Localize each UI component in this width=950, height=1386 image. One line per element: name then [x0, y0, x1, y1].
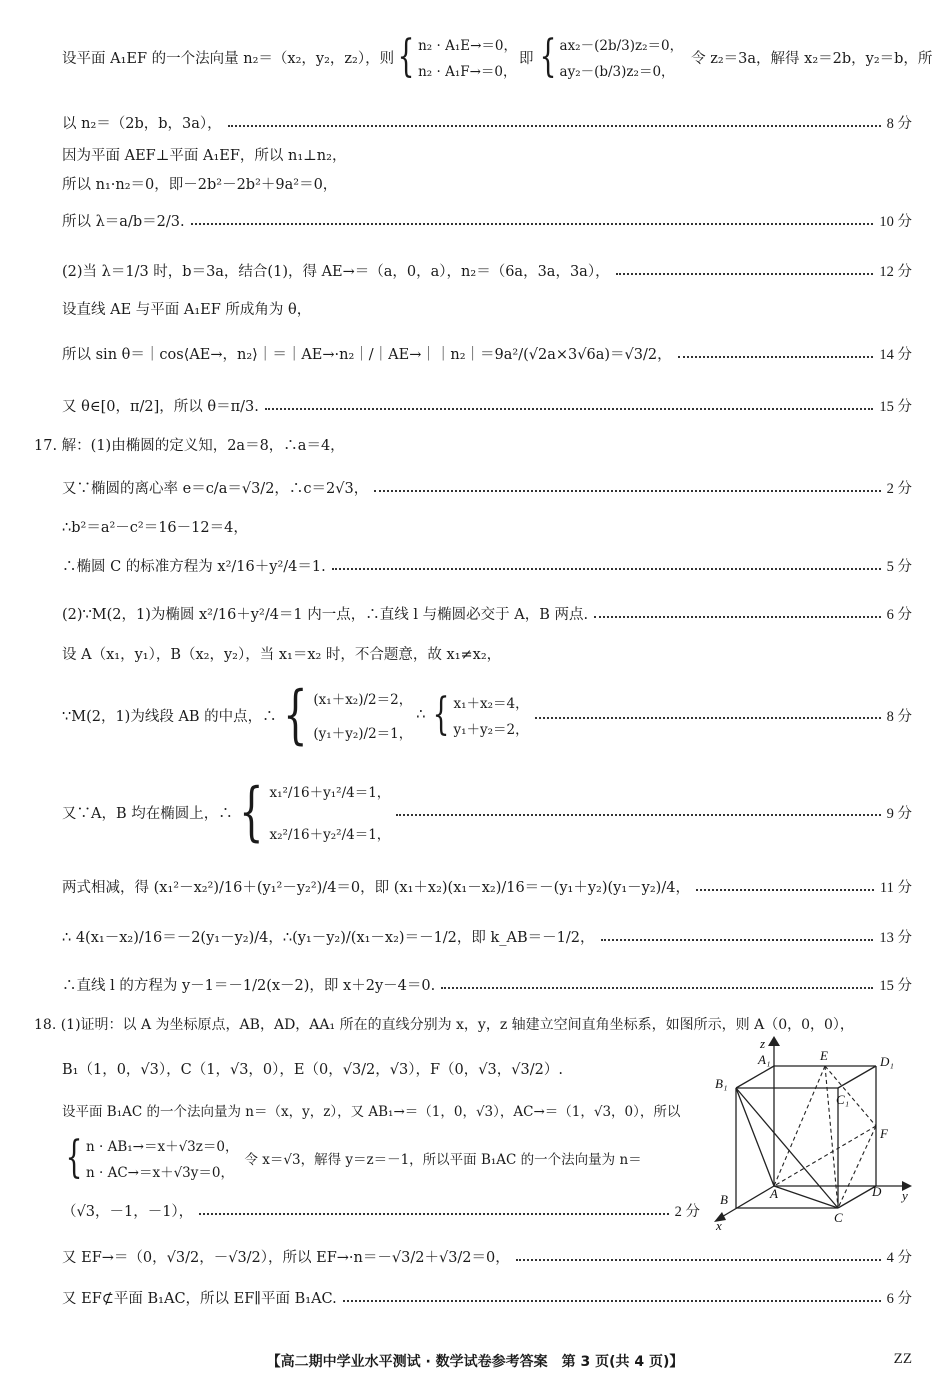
score: 11 分 — [879, 880, 912, 896]
score: 8 分 — [886, 116, 912, 132]
dot-leader — [191, 223, 874, 225]
label-a1: A₁ — [758, 1052, 771, 1067]
dot-leader — [228, 125, 881, 127]
line-text: （√3，－1，－1）， — [62, 1204, 194, 1220]
line-text: 18. (1)证明：以 A 为坐标原点，AB，AD，AA₁ 所在的直线分别为 x，y，z 轴建立空间直角坐标系，如图所示，则 A（0，0，0）， — [34, 1017, 854, 1033]
solution-line — [62, 22, 933, 92]
line-text: ∴ — [416, 707, 426, 723]
line-text: 以 n₂＝（2b，b，3a）， — [62, 116, 222, 132]
equation-system: { n₂ · A₁E→＝0， n₂ · A₁F→＝0， — [397, 31, 518, 82]
solution-line — [62, 603, 912, 624]
solution-line — [62, 1130, 700, 1186]
dot-leader — [332, 568, 881, 570]
equation-system: { n · AB₁→＝x＋√3z＝0， n · AC→＝x＋√3y＝0， — [65, 1132, 239, 1183]
dot-leader — [696, 889, 874, 891]
score: 10 分 — [879, 214, 912, 230]
equation-system: { x₁²/16＋y₁²/4＝1， x₂²/16＋y₂²/4＝1， — [238, 775, 391, 849]
segment-f-c — [838, 1126, 876, 1208]
score: 13 分 — [879, 930, 912, 946]
solution-line — [62, 926, 912, 947]
system-eq: x₁²/16＋y₁²/4＝1， — [269, 785, 391, 801]
dot-leader — [396, 814, 880, 816]
score: 14 分 — [879, 347, 912, 363]
system-eq: n₂ · A₁F→＝0， — [418, 64, 517, 80]
score: 12 分 — [879, 264, 912, 280]
system-eq: (x₁＋x₂)/2＝2， — [313, 692, 413, 708]
line-text: 又 θ∈[0，π/2]，所以 θ＝π/3. — [62, 399, 259, 415]
solution-line — [62, 766, 912, 858]
line-text: 即 — [519, 50, 534, 67]
solution-line — [62, 1246, 912, 1267]
line-text: ∴b²＝a²－c²＝16－12＝4， — [62, 520, 248, 536]
page-footer: 【高二期中学业水平测试 · 数学试卷参考答案 第 3 页(共 4 页)】 — [266, 1354, 684, 1370]
segment-e-f — [825, 1066, 876, 1126]
z-arrow — [768, 1036, 780, 1046]
solution-line — [62, 298, 912, 319]
system-eq: x₁＋x₂＝4， — [453, 696, 529, 712]
segment-e-c — [825, 1066, 838, 1208]
line-text: 令 x＝√3，解得 y＝z＝－1，所以平面 B₁AC 的一个法向量为 n＝ — [244, 1152, 642, 1168]
line-text: ∵M(2，1)为线段 AB 的中点，∴ — [62, 708, 277, 725]
dot-leader — [441, 987, 873, 989]
solution-line — [62, 643, 912, 664]
line-text: (2)∵M(2，1)为椭圆 x²/16＋y²/4＝1 内一点，∴直线 l 与椭圆必交于 A，B 两点. — [62, 607, 589, 623]
score: 2 分 — [674, 1204, 700, 1220]
dot-leader — [265, 408, 874, 410]
dot-leader — [374, 490, 880, 492]
line-text: B₁（1，0，√3），C（1，√3，0），E（0，√3/2，√3），F（0，√3，√3/2）. — [62, 1062, 563, 1078]
label-a: A — [770, 1186, 778, 1201]
edge-a1-b1 — [736, 1066, 774, 1088]
label-d: D — [872, 1184, 882, 1199]
system-eq: x₂²/16＋y₂²/4＝1， — [269, 827, 391, 843]
solution-line — [62, 477, 912, 498]
system-eq: y₁＋y₂＝2， — [453, 722, 529, 738]
score: 15 分 — [879, 399, 912, 415]
segment-e-a — [774, 1066, 825, 1186]
score: 8 分 — [886, 708, 912, 725]
solution-line — [62, 516, 912, 537]
line-text: 所以 λ＝a/b＝2/3. — [62, 214, 185, 230]
solution-line — [62, 676, 912, 754]
score: 15 分 — [879, 978, 912, 994]
dot-leader — [616, 273, 874, 275]
solution-line — [62, 1200, 700, 1221]
line-text: 两式相减，得 (x₁²－x₂²)/16＋(y₁²－y₂²)/4＝0，即 (x₁＋x₂)(x₁－x₂)/16＝－(y₁＋y₂)(y₁－y₂)/4， — [62, 880, 690, 896]
equation-system: { ax₂－(2b/3)z₂＝0， ay₂－(b/3)z₂＝0， — [539, 31, 684, 82]
x-axis — [720, 1186, 774, 1218]
label-d1: D₁ — [880, 1054, 894, 1069]
solution-line — [62, 974, 912, 995]
line-text: 又∵椭圆的离心率 e＝c/a＝√3/2，∴c＝2√3， — [62, 481, 369, 497]
line-text: 设平面 A₁EF 的一个法向量 n₂＝（x₂，y₂，z₂），则 — [62, 50, 395, 67]
segment-f-a — [774, 1126, 876, 1186]
solution-line — [62, 876, 912, 897]
dot-leader — [343, 1300, 881, 1302]
line-text: 设直线 AE 与平面 A₁EF 所成角为 θ， — [62, 302, 312, 318]
line-text: 令 z₂＝3a，解得 x₂＝2b，y₂＝b，所 — [691, 50, 933, 67]
line-text: ∴ 4(x₁－x₂)/16＝－2(y₁－y₂)/4，∴(y₁－y₂)/(x₁－x₂)＝－1/2，即 k_AB＝－1/2， — [62, 930, 595, 946]
edge-c1-d1 — [838, 1066, 876, 1088]
label-b: B — [720, 1192, 728, 1207]
prism-figure — [712, 1036, 922, 1232]
solution-line — [62, 555, 912, 576]
system-eq: (y₁＋y₂)/2＝1， — [313, 726, 413, 742]
solution-line — [62, 210, 912, 231]
question-heading-line — [34, 1014, 912, 1034]
solution-line — [62, 395, 912, 416]
line-text: 又 EF⊄平面 B₁AC，所以 EF∥平面 B₁AC. — [62, 1291, 337, 1307]
system-eq: ay₂－(b/3)z₂＝0， — [559, 64, 675, 80]
dot-leader — [601, 939, 874, 941]
solution-line — [62, 144, 912, 165]
solution-line — [62, 1100, 700, 1120]
dot-leader — [199, 1213, 668, 1215]
solution-line — [62, 112, 912, 133]
label-z: z — [760, 1036, 766, 1051]
question-heading-line — [34, 434, 912, 455]
dot-leader — [516, 1259, 881, 1261]
label-f: F — [880, 1126, 888, 1141]
dot-leader — [678, 356, 874, 358]
solution-line — [62, 343, 912, 364]
line-text: 17. 解：(1)由椭圆的定义知，2a＝8，∴a＝4， — [34, 438, 345, 454]
equation-system: { x₁＋x₂＝4， y₁＋y₂＝2， — [433, 689, 529, 740]
line-text: 设平面 B₁AC 的一个法向量为 n＝（x，y，z），又 AB₁→＝（1，0，√3），AC→＝（1，√3，0），所以 — [62, 1104, 681, 1120]
label-c: C — [834, 1210, 843, 1225]
score: 9 分 — [886, 805, 912, 822]
paper-code: ZZ — [893, 1351, 912, 1367]
solution-line — [62, 173, 912, 194]
label-e: E — [820, 1048, 828, 1063]
line-text: 所以 n₁·n₂＝0，即－2b²－2b²＋9a²＝0， — [62, 177, 338, 193]
line-text: ∴直线 l 的方程为 y－1＝－1/2(x－2)，即 x＋2y－4＝0. — [62, 978, 436, 994]
system-eq: ax₂－(2b/3)z₂＝0， — [559, 38, 684, 54]
solution-line — [62, 1058, 700, 1079]
system-eq: n · AB₁→＝x＋√3z＝0， — [86, 1139, 239, 1155]
score: 2 分 — [886, 481, 912, 497]
score: 5 分 — [886, 559, 912, 575]
solution-line — [62, 1287, 912, 1308]
score: 4 分 — [886, 1250, 912, 1266]
solution-line — [62, 260, 912, 281]
line-text: 又∵A，B 均在椭圆上，∴ — [62, 805, 233, 822]
equation-system: { (x₁＋x₂)/2＝2， (y₁＋y₂)/2＝1， — [282, 678, 413, 752]
line-text: (2)当 λ＝1/3 时，b＝3a，结合(1)，得 AE→＝（a，0，a），n₂＝（6a，3a，3a）， — [62, 264, 610, 280]
label-c1: C₁ — [836, 1092, 850, 1107]
segment-b1-a — [736, 1088, 774, 1186]
system-eq: n · AC→＝x＋√3y＝0， — [86, 1165, 234, 1181]
label-b1: B₁ — [715, 1076, 728, 1091]
label-y: y — [902, 1188, 908, 1203]
dot-leader — [594, 616, 881, 618]
line-text: ∴椭圆 C 的标准方程为 x²/16＋y²/4＝1. — [62, 559, 326, 575]
line-text: 又 EF→＝（0，√3/2，－√3/2），所以 EF→·n＝－√3/2＋√3/2＝0， — [62, 1250, 510, 1266]
score: 6 分 — [886, 1291, 912, 1307]
score: 6 分 — [886, 607, 912, 623]
line-text: 所以 sin θ＝｜cos⟨AE→，n₂⟩｜＝｜AE→·n₂｜/｜AE→｜｜n₂｜＝9a²/(√2a×3√6a)＝√3/2， — [62, 347, 672, 363]
system-eq: n₂ · A₁E→＝0， — [418, 38, 518, 54]
line-text: 设 A（x₁，y₁），B（x₂，y₂），当 x₁＝x₂ 时，不合题意，故 x₁≠x₂， — [62, 647, 502, 663]
line-text: 因为平面 AEF⊥平面 A₁EF，所以 n₁⊥n₂， — [62, 148, 347, 164]
label-x: x — [716, 1218, 722, 1232]
dot-leader — [535, 717, 881, 719]
